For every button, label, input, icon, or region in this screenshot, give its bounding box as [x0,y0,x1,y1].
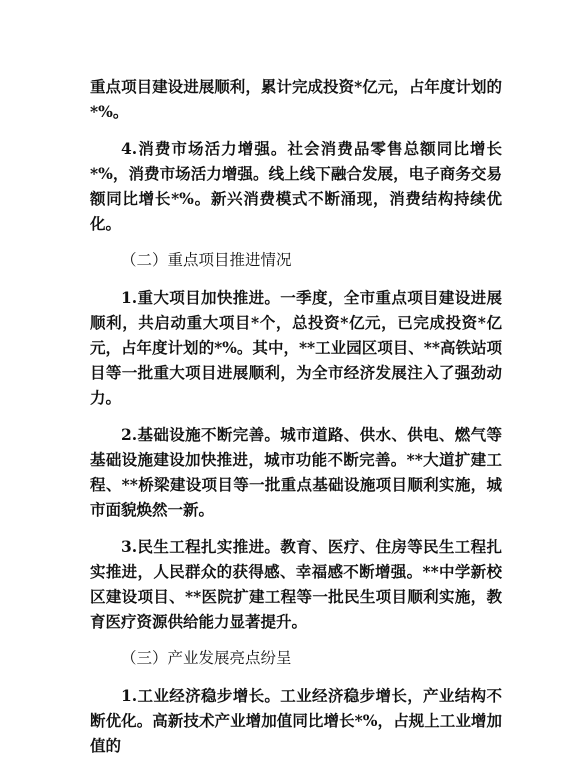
paragraph-major-projects: 1.重大项目加快推进。一季度，全市重点项目建设进展顺利，共启动重大项目*个，总投资*亿元，已完成投资*亿元，占年度计划的*%。其中，**工业园区项目、**高铁站项目等一批重大项目进展顺利，为全市经济发展注入了强劲动力。 [90,288,502,407]
document-body [90,74,502,770]
paragraph-infrastructure: 2.基础设施不断完善。城市道路、供水、供电、燃气等基础设施建设加快推进，城市功能不断完善。**大道扩建工程、**桥梁建设项目等一批重点基础设施项目顺利实施，城市面貌焕然一新。 [90,425,502,519]
paragraph-consumer-market: 4.消费市场活力增强。社会消费品零售总额同比增长*%，消费市场活力增强。线上线下融合发展，电子商务交易额同比增长*%。新兴消费模式不断涌现，消费结构持续优化。 [90,139,502,233]
section-heading-industry-highlights: （三）产业发展亮点纷呈 [121,649,292,667]
paragraph-industrial-economy: 1.工业经济稳步增长。工业经济稳步增长，产业结构不断优化。高新技术产业增加值同比增长*%，占规上工业增加值的 [90,686,502,755]
section-heading-key-projects: （二）重点项目推进情况 [121,251,292,269]
paragraph-livelihood-projects: 3.民生工程扎实推进。教育、医疗、住房等民生工程扎实推进，人民群众的获得感、幸福感不断增强。**中学新校区建设项目、**医院扩建工程等一批民生项目顺利实施，教育医疗资源供给能力显著提升。 [90,537,502,631]
paragraph-project-investment-continued: 重点项目建设进展顺利，累计完成投资*亿元，占年度计划的*%。 [90,77,502,121]
